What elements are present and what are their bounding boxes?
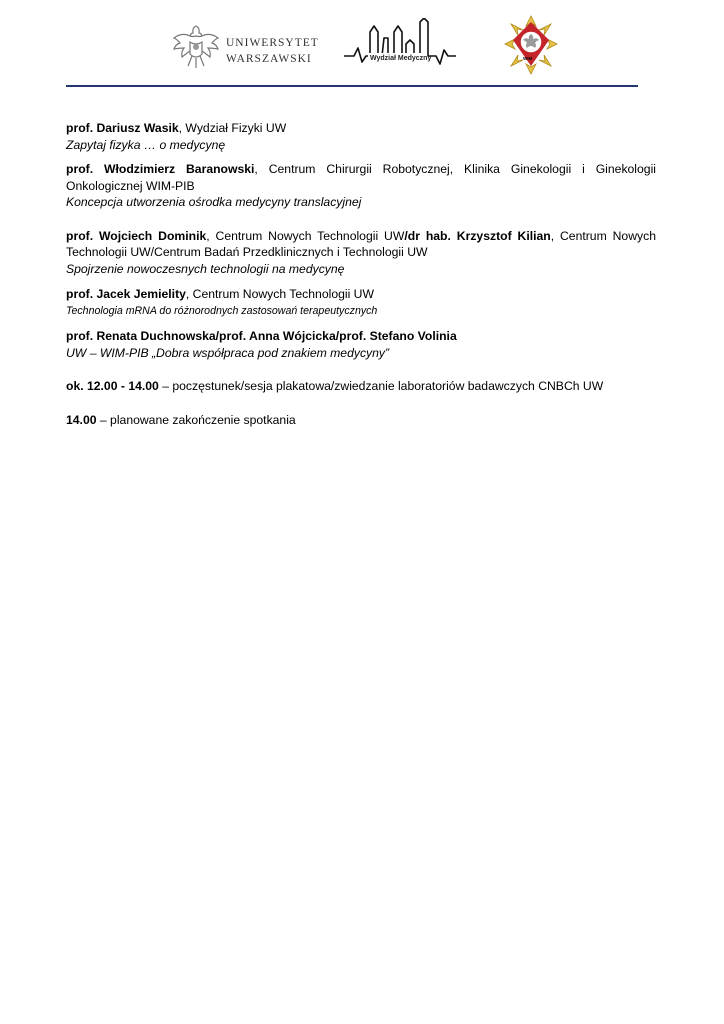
speaker-name: prof. Renata Duchnowska/prof. Anna Wójcicka/prof. Stefano Volinia (66, 329, 457, 343)
speaker-name: prof. Jacek Jemielity (66, 287, 186, 301)
speaker-name: prof. Włodzimierz Baranowski (66, 162, 255, 176)
schedule-text: – poczęstunek/sesja plakatowa/zwiedzanie laboratoriów badawczych CNBCh UW (158, 379, 604, 393)
program-entry (66, 286, 656, 319)
uw-logo-line1: UNIWERSYTET (226, 37, 319, 49)
speaker-affiliation: , Centrum Nowych Technologii UW (185, 287, 374, 301)
uw-logo-line2: WARSZAWSKI (226, 53, 312, 65)
header-divider (66, 85, 638, 87)
schedule-text: – planowane zakończenie spotkania (96, 412, 296, 427)
speaker-name-2: /dr hab. Krzysztof Kilian (404, 228, 551, 243)
speaker-affiliation: , Centrum Chirurgii Robotycznej, Klinika Ginekologii i Ginekologii Onkologicznej WIM-PIB (66, 162, 656, 193)
talk-title: Technologia mRNA do różnorodnych zastosowań terapeutycznych (66, 304, 378, 317)
uw-logo (168, 18, 319, 74)
talk-title: Spojrzenie nowoczesnych technologii na medycynę (66, 261, 345, 276)
wim-logo-text: WIM (523, 56, 533, 61)
speaker-affiliation: , Wydział Fizyki UW (178, 121, 287, 135)
faculty-logo (340, 18, 460, 74)
eagle-emblem-icon (168, 18, 224, 74)
program-entry (66, 228, 656, 278)
speaker-name: prof. Wojciech Dominik (66, 228, 207, 243)
wim-logo (503, 14, 559, 76)
schedule-item (66, 378, 656, 395)
program-list (66, 120, 656, 428)
talk-title: UW – WIM-PIB „Dobra współpraca pod znakiem medycyny” (66, 345, 390, 360)
faculty-logo-text: Wydział Medyczny (370, 55, 432, 62)
program-entry (66, 328, 656, 361)
speaker-affiliation-2: , Centrum Nowych Technologii UW/Centrum Badań Przedklinicznych i Technologii UW (66, 228, 656, 259)
ecg-skyline-icon (340, 18, 460, 74)
program-entry (66, 120, 656, 153)
speaker-name: prof. Dariusz Wasik (66, 121, 179, 135)
schedule-item (66, 412, 656, 429)
schedule-time: ok. 12.00 - 14.00 (66, 379, 159, 393)
program-entry (66, 161, 656, 211)
speaker-affiliation: , Centrum Nowych Technologii UW (206, 228, 405, 243)
talk-title: Koncepcja utworzenia ośrodka medycyny translacyjnej (66, 195, 362, 209)
wim-cross-emblem-icon (503, 14, 559, 76)
schedule-time: 14.00 (66, 412, 97, 427)
talk-title: Zapytaj fizyka … o medycynę (66, 137, 226, 152)
